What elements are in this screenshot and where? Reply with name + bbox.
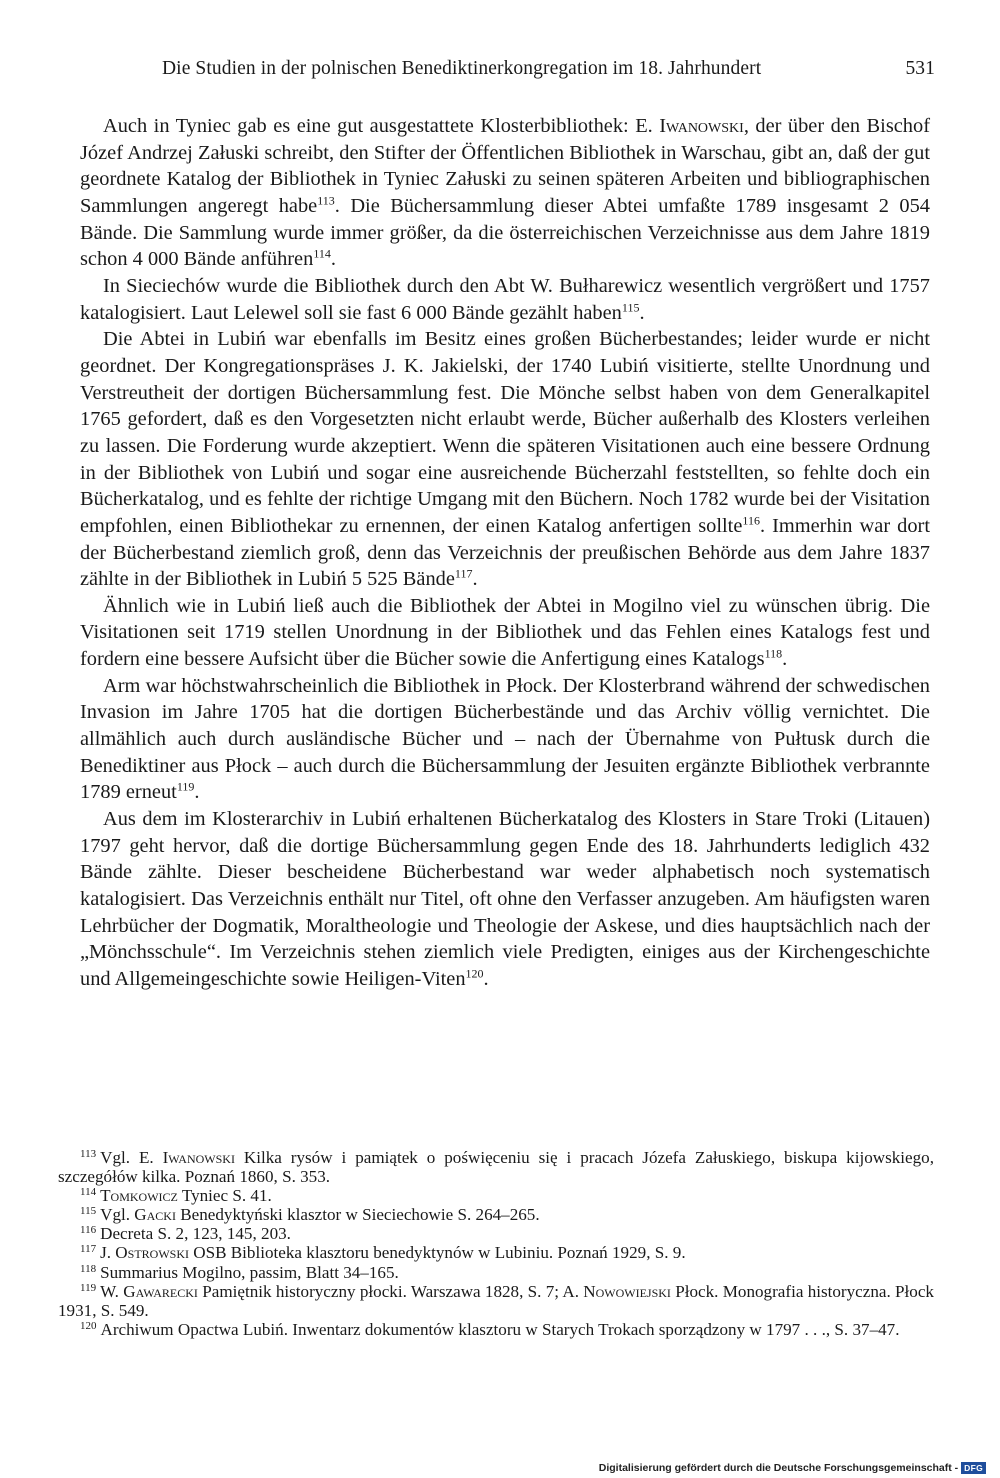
paragraph-3: Die Abtei in Lubiń war ebenfalls im Besitz eines großen Bücherbestandes; leider wurde er nicht geordnet. Der Kongregationspräses J. K. Jakielski, der 1740 Lubiń visitierte, stellte Unordnung und Verstreutheit der dortigen Büchersammlung fest. Die Mönche selbst haben von dem Generalkapitel 1765 gefordert, daß es den Vorgesetzten nicht erlaubt werde, Bücher außerhalb des Klosters verleihen zu lassen. Die Forderung wurde akzeptiert. Wenn die späteren Visitationen auch eine bessere Ordnung in der Bibliothek von Lubiń und sogar eine ausreichende Bücherzahl feststellten, so fehlte doch ein Bücherkatalog, und es fehlte der richtige Umgang mit den Büchern. Noch 1782 wurde bei der Visitation empfohlen, einen Bibliothekar zu ernennen, der einen Katalog anfertigen sollte$^{116}$. Immerhin war dort der Bücherbestand ziemlich groß, denn das Verzeichnis der preußischen Behörde aus dem Jahre 1837 zählte in der Bibliothek in Lubiń 5 525 Bände$^{117}$. xyxy=(80,328,930,591)
paragraph-1: Auch in Tyniec gab es eine gut ausgestattete Klosterbibliothek: E. Iwanowski, der über den Bischof Józef Andrzej Załuski schreibt, den Stifter der Öffentlichen Bibliothek in Warschau, gibt an, daß der gut geordnete Katalog der Bibliothek in Tyniec Załuski zu seinen späteren Arbeiten und bibliographischen Sammlungen angeregt habe$^{113}$. Die Büchersammlung dieser Abtei umfaßte 1789 insgesamt 2 054 Bände. Die Sammlung wurde immer größer, da die österreichischen Verzeichnisse aus dem Jahre 1819 schon 4 000 Bände anführen$^{114}$. xyxy=(80,115,930,271)
footnote-author: Gawarecki xyxy=(123,1281,198,1301)
paragraph-2: In Sieciechów wurde die Bibliothek durch den Abt W. Bułharewicz wesentlich vergrößert und 1757 katalogisiert. Laut Lelewel soll sie fast 6 000 Bände gezählt haben$^{115}$. xyxy=(80,274,930,324)
running-header xyxy=(80,58,935,90)
footnote-ref[interactable]: 118 xyxy=(764,646,783,661)
footnote-number: 116 xyxy=(80,1224,97,1237)
paragraph-5: Arm war höchstwahrscheinlich die Bibliothek in Płock. Der Klosterbrand während der schwedischen Invasion im Jahre 1705 hat die dortigen Bücherbestände und das Archiv völlig vernichtet. Die allmählich auch durch ausländische Bücher und – nach der Übernahme von Pułtusk durch die Benediktiner aus Płock – auch durch die Büchersammlung der Jesuiten ergänzte Bibliothek verbrannte 1789 erneut$^{119}$. xyxy=(80,674,930,804)
footnote-ref[interactable]: 113 xyxy=(317,193,335,208)
footnote-author: Iwanowski xyxy=(162,1148,235,1167)
paragraph-6: Aus dem im Klosterarchiv in Lubiń erhaltenen Bücherkatalog des Klosters in Stare Troki (Litauen) 1797 geht hervor, daß die dortige Büchersammlung gegen Ende des 18. Jahrhunderts lediglich 432 Bände zählte. Dieser bescheidene Bücherbestand war weder alphabetisch noch systematisch katalogisiert. Das Verzeichnis enthält nur Titel, oft ohne den Verfasser anzugeben. Am häufigsten waren Lehrbücher der Dogmatik, Moraltheologie und Theologie der Askese, und dies hauptsächlich nach der „Mönchsschule“. Im Verzeichnis stehen ziemlich viele Predigten, einiges aus der Kirchengeschichte und Allgemeingeschichte sowie Heiligen-Viten$^{120}$. xyxy=(80,808,930,990)
footnote-113: $^{113}$ Vgl. E. Iwanowski Kilka rysów i pamiątek o poświęceniu się i pracach Józefa Załuskiego, biskupa kijowskiego, szczegółów kilka. Poznań 1860, S. 353. xyxy=(58,1147,934,1187)
footnote-120: $^{120}$ Archiwum Opactwa Lubiń. Inwentarz dokumentów klasztoru w Starych Trokach sporządzony w 1797 . . ., S. 37–47. xyxy=(80,1319,900,1339)
footnote-number: 115 xyxy=(80,1205,97,1218)
running-title: Die Studien in der polnischen Benediktinerkongregation im 18. Jahrhundert xyxy=(162,58,762,79)
footnote-number: 119 xyxy=(80,1281,97,1294)
footnote-number: 118 xyxy=(80,1262,97,1275)
footnote-ref[interactable]: 114 xyxy=(313,246,331,261)
footnote-number: 117 xyxy=(80,1243,97,1256)
author-name: Iwanowski xyxy=(659,115,744,137)
footnote-116: $^{116}$ Decreta S. 2, 123, 145, 203. xyxy=(80,1224,291,1244)
footnote-ref[interactable]: 117 xyxy=(454,566,473,581)
footnote-author: Nowowiejski xyxy=(583,1281,671,1301)
footnote-author: Gacki xyxy=(134,1205,176,1225)
page-number: 531 xyxy=(905,58,935,79)
footnote-119: $^{119}$ W. Gawarecki Pamiętnik historyczny płocki. Warszawa 1828, S. 7; A. Nowowiejski Płock. Monografia historyczna. Płock 1931, S. 549. xyxy=(58,1281,934,1320)
footnote-ref[interactable]: 116 xyxy=(742,513,760,528)
footnote-number: 113 xyxy=(80,1147,97,1160)
footnote-ref[interactable]: 115 xyxy=(621,300,640,315)
dfg-logo: DFG xyxy=(961,1462,986,1474)
footnote-ref[interactable]: 120 xyxy=(465,966,484,981)
paragraph-4: Ähnlich wie in Lubiń ließ auch die Bibliothek der Abtei in Mogilno viel zu wünschen übrig. Die Visitationen seit 1719 stellen Unordnung in der Bibliothek und das Fehlen eines Katalogs fest und fordern eine bessere Aufsicht über die Bücher sowie die Anfertigung eines Katalogs$^{118}$. xyxy=(80,594,930,671)
footnote-author: Ostrowski xyxy=(115,1243,189,1263)
funding-notice xyxy=(599,1462,986,1474)
footnote-ref[interactable]: 119 xyxy=(176,779,195,794)
footnote-number: 120 xyxy=(80,1319,97,1332)
footnote-118: $^{118}$ Summarius Mogilno, passim, Blatt 34–165. xyxy=(80,1262,399,1282)
footnote-author: Tomkowicz xyxy=(100,1186,178,1206)
main-text xyxy=(80,113,930,993)
footnote-114: $^{114}$ Tomkowicz Tyniec S. 41. xyxy=(80,1186,272,1206)
funding-text: Digitalisierung gefördert durch die Deutsche Forschungsgemeinschaft - xyxy=(598,1462,959,1474)
footnote-115: $^{115}$ Vgl. Gacki Benedyktyński klasztor w Sieciechowie S. 264–265. xyxy=(80,1205,540,1225)
footnotes xyxy=(58,1148,934,1339)
footnote-117: $^{117}$ J. Ostrowski OSB Biblioteka klasztoru benedyktynów w Lubiniu. Poznań 1929, S. 9. xyxy=(80,1243,686,1263)
footnote-number: 114 xyxy=(80,1186,97,1199)
